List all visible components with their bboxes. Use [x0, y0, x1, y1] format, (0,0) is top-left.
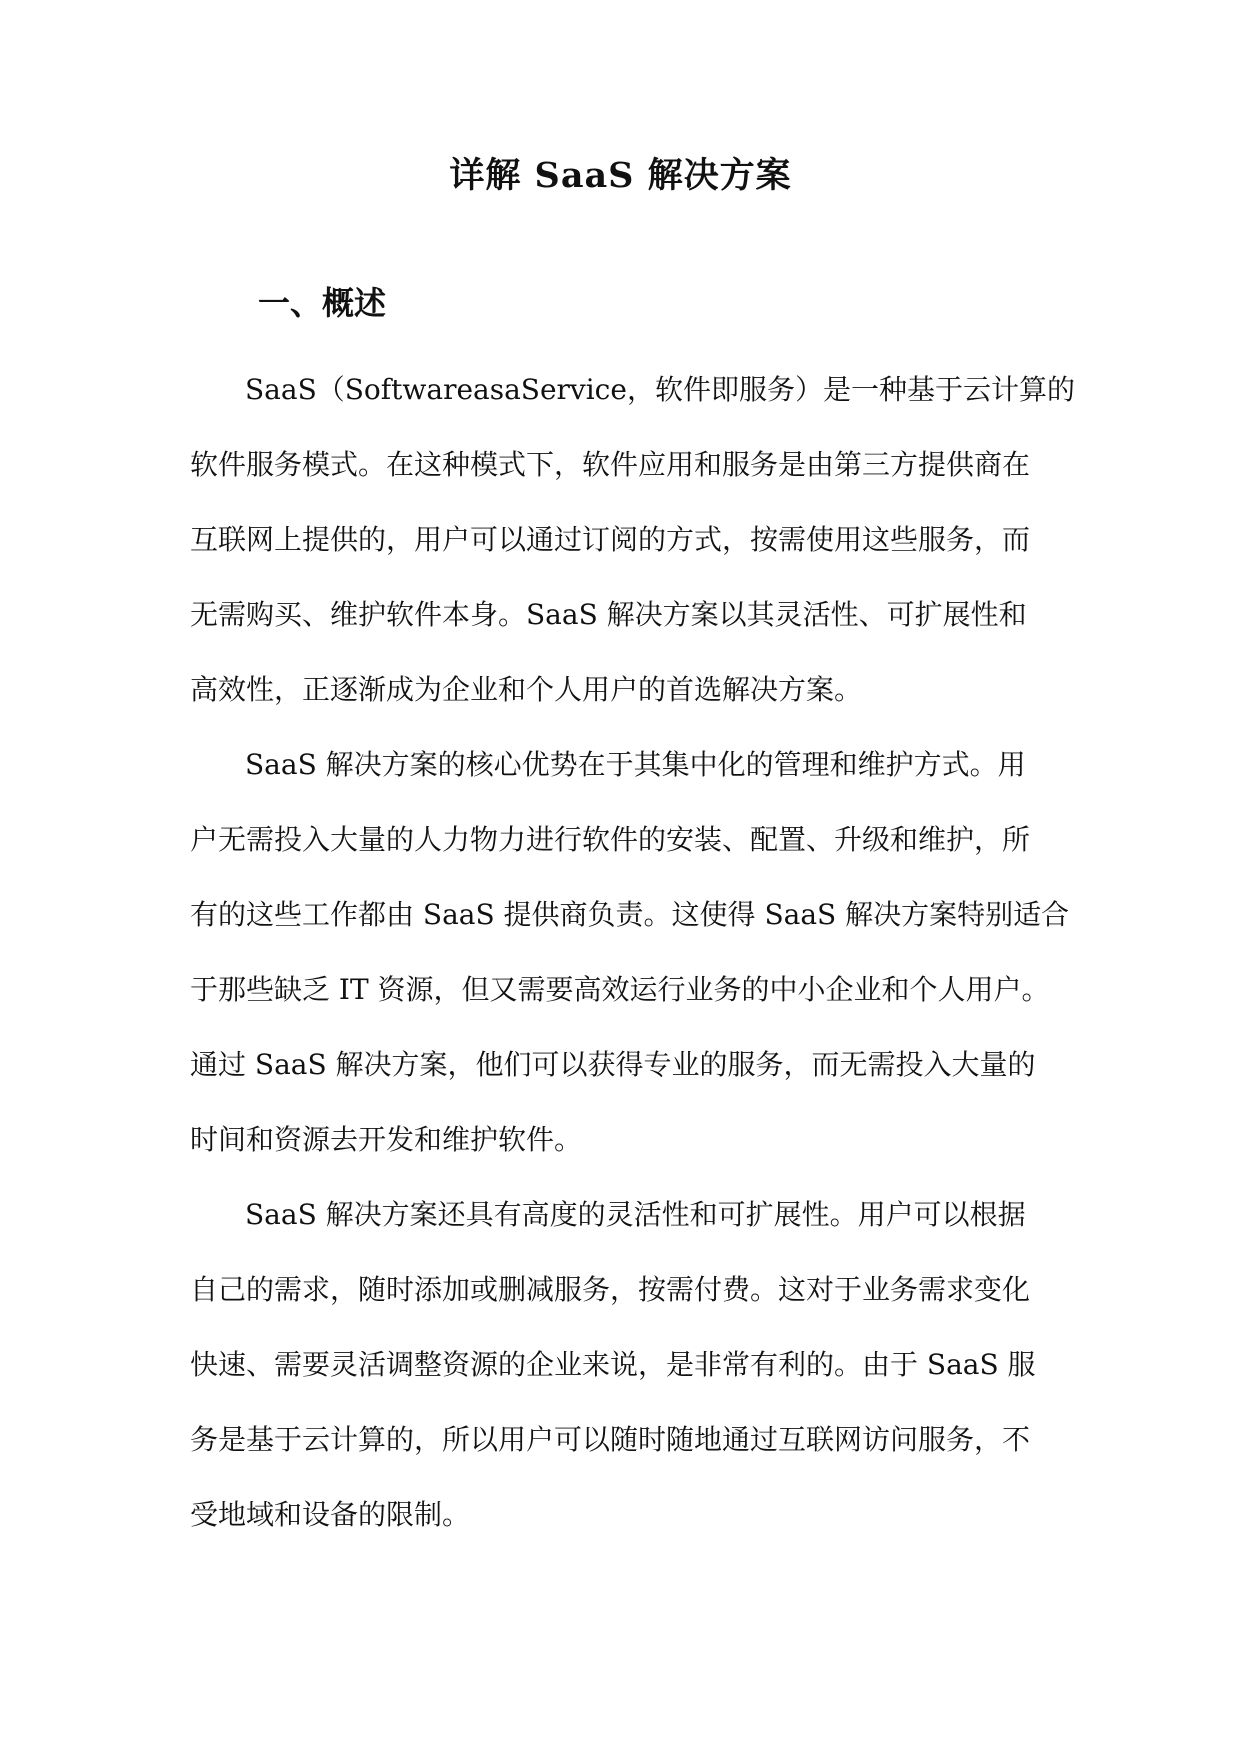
paragraph-2-line-5: 通过 SaaS 解决方案，他们可以获得专业的服务，而无需投入大量的 — [190, 1048, 1036, 1081]
paragraph-1-line-5: 高效性，正逐渐成为企业和个人用户的首选解决方案。 — [190, 673, 863, 706]
paragraph-2-line-2: 户无需投入大量的人力物力进行软件的安装、配置、升级和维护，所 — [190, 823, 1031, 856]
paragraph-2-line-1: SaaS 解决方案的核心优势在于其集中化的管理和维护方式。用 — [245, 748, 1026, 781]
paragraph-3-line-2: 自己的需求，随时添加或删减服务，按需付费。这对于业务需求变化 — [190, 1273, 1031, 1306]
paragraph-1-line-3: 互联网上提供的，用户可以通过订阅的方式，按需使用这些服务，而 — [190, 523, 1031, 556]
section-heading: 一、概述 — [258, 284, 387, 322]
paragraph-3-line-3: 快速、需要灵活调整资源的企业来说，是非常有利的。由于 SaaS 服 — [190, 1348, 1036, 1381]
paragraph-3-line-5: 受地域和设备的限制。 — [190, 1498, 471, 1531]
paragraph-1-line-2: 软件服务模式。在这种模式下，软件应用和服务是由第三方提供商在 — [190, 448, 1031, 481]
paragraph-2-line-4: 于那些缺乏 IT 资源，但又需要高效运行业务的中小企业和个人用户。 — [190, 973, 1050, 1006]
paragraph-2-line-6: 时间和资源去开发和维护软件。 — [190, 1123, 583, 1156]
document-title: 详解 SaaS 解决方案 — [449, 155, 792, 196]
paragraph-1-line-4: 无需购买、维护软件本身。SaaS 解决方案以其灵活性、可扩展性和 — [190, 598, 1027, 631]
paragraph-2-line-3: 有的这些工作都由 SaaS 提供商负责。这使得 SaaS 解决方案特别适合 — [190, 898, 1070, 931]
paragraph-1-line-1: SaaS（SoftwareasaService，软件即服务）是一种基于云计算的 — [245, 373, 1075, 406]
paragraph-3-line-4: 务是基于云计算的，所以用户可以随时随地通过互联网访问服务，不 — [190, 1423, 1031, 1456]
paragraph-3-line-1: SaaS 解决方案还具有高度的灵活性和可扩展性。用户可以根据 — [245, 1198, 1026, 1231]
